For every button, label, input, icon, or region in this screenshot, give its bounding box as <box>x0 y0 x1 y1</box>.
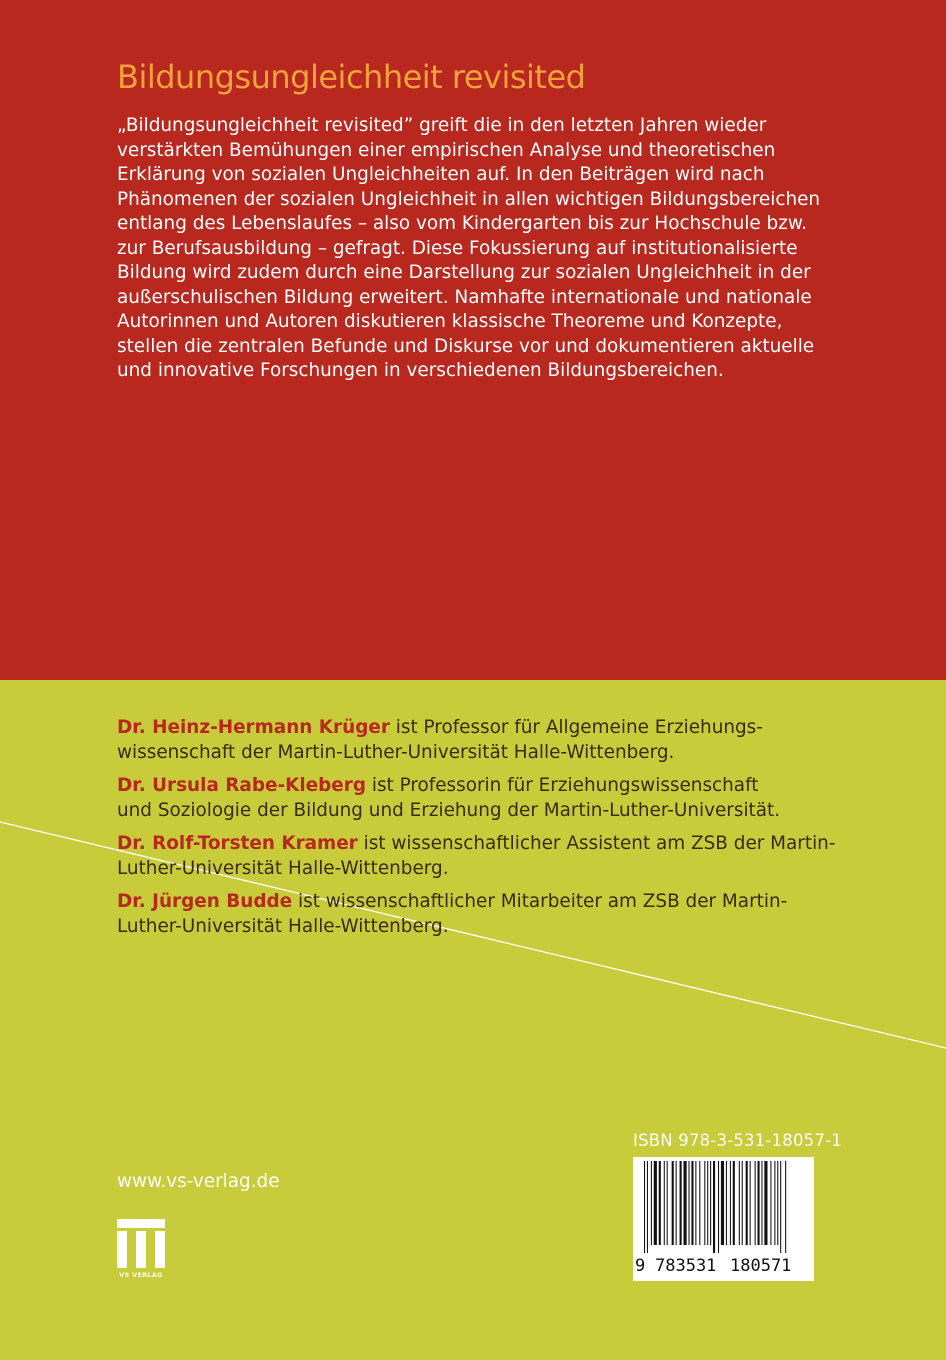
author-name: Dr. Rolf-Torsten Kramer <box>117 833 358 854</box>
barcode-bar <box>777 1161 778 1245</box>
barcode-bar <box>699 1161 700 1245</box>
author-bio <box>117 715 847 765</box>
author-name: Dr. Jürgen Budde <box>117 891 293 912</box>
barcode-bars <box>641 1161 806 1253</box>
barcode-bar <box>667 1161 668 1245</box>
author-bio-text: und Soziologie der Bildung und Erziehung der Martin-Luther-Universität. <box>117 800 781 821</box>
blurb-line: Erklärung von sozialen Ungleichheiten auf. In den Beiträgen wird nach <box>117 164 765 185</box>
blurb-line: Bildung wird zudem durch eine Darstellung zur sozialen Ungleichheit in der <box>117 262 811 283</box>
barcode-digit-group-right: 180571 <box>730 1256 792 1276</box>
barcode-bar <box>680 1161 682 1245</box>
barcode-digit-group-left: 783531 <box>655 1256 717 1276</box>
vs-verlag-logo-icon <box>117 1219 165 1281</box>
author-bio-text: Luther-Universität Halle-Wittenberg. <box>117 858 449 879</box>
barcode-bar <box>733 1161 735 1245</box>
author-bio-text: ist wissenschaftlicher Mitarbeiter am ZSB der Martin- <box>292 891 788 912</box>
blurb-line: entlang des Lebenslaufes – also vom Kindergarten bis zur Hochschule bzw. <box>117 213 808 234</box>
barcode-digit-prefix: 9 <box>635 1256 646 1276</box>
barcode-bar <box>644 1161 645 1253</box>
barcode-bar <box>704 1161 705 1245</box>
barcode-bar <box>764 1161 767 1245</box>
blurb-line: Autorinnen und Autoren diskutieren klassische Theoreme und Konzepte, <box>117 311 783 332</box>
publisher-url[interactable]: www.vs-verlag.de <box>117 1171 280 1192</box>
author-bio-text: Luther-Universität Halle-Wittenberg. <box>117 916 449 937</box>
barcode-bar <box>780 1161 781 1253</box>
barcode-bar <box>755 1161 756 1245</box>
barcode-bar <box>684 1161 687 1245</box>
barcode-bar <box>707 1161 708 1245</box>
barcode-bar <box>676 1161 677 1245</box>
blurb-line: und innovative Forschungen in verschiedenen Bildungsbereichen. <box>117 360 724 381</box>
author-bio-text: ist wissenschaftlicher Assistent am ZSB der Martin- <box>357 833 836 854</box>
blurb-line: Phänomenen der sozialen Ungleichheit in allen wichtigen Bildungsbereichen <box>117 188 821 210</box>
barcode-bar <box>710 1161 711 1245</box>
blurb-line: stellen die zentralen Befunde und Diskurse vor und dokumentieren aktuelle <box>117 335 815 357</box>
barcode <box>633 1157 814 1281</box>
barcode-bar <box>654 1161 657 1245</box>
book-title: Bildungsungleichheit revisited <box>117 58 586 96</box>
logo-text: VS VERLAG <box>119 1271 163 1279</box>
blurb-line: „Bildungsungleichheit revisited” greift die in den letzten Jahren wieder <box>117 115 767 136</box>
author-bio-text: ist Professor für Allgemeine Erziehungs- <box>389 717 763 738</box>
author-bio-text: ist Professorin für Erziehungswissenschaft <box>366 775 759 796</box>
barcode-bar <box>691 1161 693 1245</box>
barcode-bar <box>721 1161 724 1245</box>
author-bio-text: wissenschaft der Martin-Luther-Universität Halle-Wittenberg. <box>117 742 675 763</box>
barcode-bar <box>664 1161 665 1245</box>
barcode-bar <box>746 1161 748 1245</box>
barcode-bar <box>695 1161 696 1245</box>
barcode-bar <box>739 1161 740 1245</box>
barcode-bar <box>689 1161 690 1245</box>
barcode-bar <box>659 1161 661 1245</box>
barcode-bar <box>761 1161 762 1245</box>
barcode-bar <box>730 1161 731 1245</box>
author-list <box>117 715 847 947</box>
blurb-line: zur Berufsausbildung – gefragt. Diese Fokussierung auf institutionalisierte <box>117 237 798 259</box>
blurb-line: außerschulischen Bildung erweitert. Namhafte internationale und nationale <box>117 286 812 308</box>
barcode-bar <box>758 1161 760 1245</box>
book-description <box>117 114 837 384</box>
barcode-bar <box>713 1161 715 1253</box>
author-bio <box>117 831 847 881</box>
author-name: Dr. Heinz-Hermann Krüger <box>117 717 390 738</box>
barcode-bar <box>750 1161 751 1245</box>
barcode-bar <box>774 1161 775 1245</box>
barcode-bar <box>718 1161 719 1253</box>
author-bio <box>117 889 847 939</box>
barcode-bar <box>672 1161 674 1245</box>
barcode-bar <box>785 1161 786 1253</box>
author-bio <box>117 773 847 823</box>
isbn-label: ISBN 978-3-531-18057-1 <box>633 1131 842 1150</box>
barcode-bar <box>726 1161 727 1245</box>
barcode-bar <box>647 1161 648 1253</box>
barcode-bar <box>742 1161 743 1245</box>
author-name: Dr. Ursula Rabe-Kleberg <box>117 775 366 796</box>
barcode-bar <box>651 1161 652 1245</box>
blurb-line: verstärkten Bemühungen einer empirischen Analyse und theoretischen <box>117 139 776 161</box>
barcode-bar <box>770 1161 771 1245</box>
